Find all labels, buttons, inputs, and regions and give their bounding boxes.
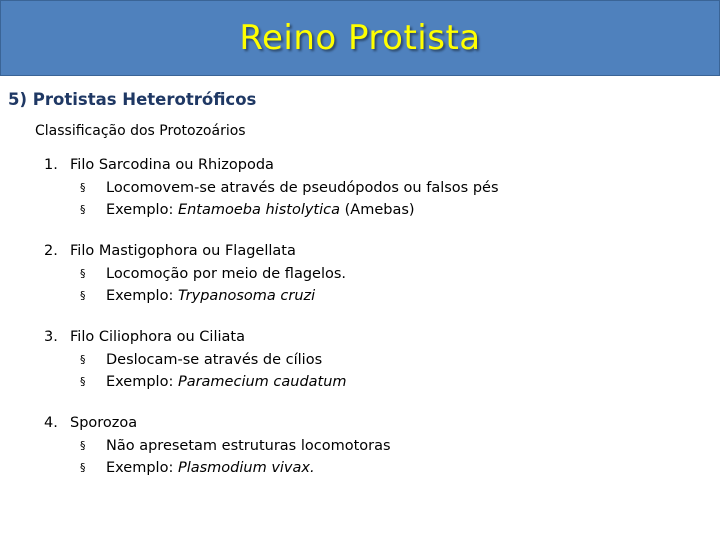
title-bar (0, 0, 720, 76)
bullet-example (80, 460, 315, 476)
example-label: Exemplo: (106, 374, 178, 390)
bullet-marker-icon: § (80, 375, 86, 388)
group-title-text: Filo Ciliophora ou Ciliata (70, 329, 245, 345)
group-number: 1. (44, 157, 58, 173)
bullet-description (80, 352, 322, 368)
group-title-text: Sporozoa (70, 415, 138, 431)
description-text: Deslocam-se através de cílios (106, 352, 323, 368)
bullet-marker-icon: § (80, 181, 86, 194)
group-title-text: Filo Sarcodina ou Rhizopoda (70, 157, 274, 173)
bullet-marker-icon: § (80, 353, 86, 366)
slide-title: Reino Protista (239, 18, 481, 58)
example-label: Exemplo: (106, 288, 178, 304)
example-label: Exemplo: (106, 202, 178, 218)
example-species: Entamoeba histolytica (177, 202, 341, 218)
bullet-example (80, 202, 415, 218)
bullet-marker-icon: § (80, 439, 86, 452)
description-text: Locomovem-se através de pseudópodos ou falsos pés (106, 180, 499, 196)
example-species: Trypanosoma cruzi (177, 288, 316, 304)
description-text: Locomoção por meio de flagelos. (106, 266, 347, 282)
bullet-example (80, 374, 347, 390)
bullet-marker-icon: § (80, 289, 86, 302)
group-number: 2. (44, 243, 58, 259)
example-species: Plasmodium vivax. (177, 460, 315, 476)
group-title (44, 415, 137, 431)
bullet-marker-icon: § (80, 461, 86, 474)
section-subtitle: Classificação dos Protozoários (35, 123, 246, 139)
group-number: 4. (44, 415, 58, 431)
bullet-description (80, 438, 391, 454)
group-title-text: Filo Mastigophora ou Flagellata (70, 243, 296, 259)
bullet-description (80, 266, 346, 282)
section-heading: 5) Protistas Heterotróficos (8, 90, 257, 109)
description-text: Não apresetam estruturas locomotoras (106, 438, 391, 454)
bullet-description (80, 180, 499, 196)
group-title (44, 157, 274, 173)
bullet-example (80, 288, 315, 304)
example-suffix: (Amebas) (340, 202, 415, 218)
example-species: Paramecium caudatum (177, 374, 347, 390)
example-label: Exemplo: (106, 460, 178, 476)
bullet-marker-icon: § (80, 203, 86, 216)
group-title (44, 329, 245, 345)
bullet-marker-icon: § (80, 267, 86, 280)
group-number: 3. (44, 329, 58, 345)
group-title (44, 243, 296, 259)
